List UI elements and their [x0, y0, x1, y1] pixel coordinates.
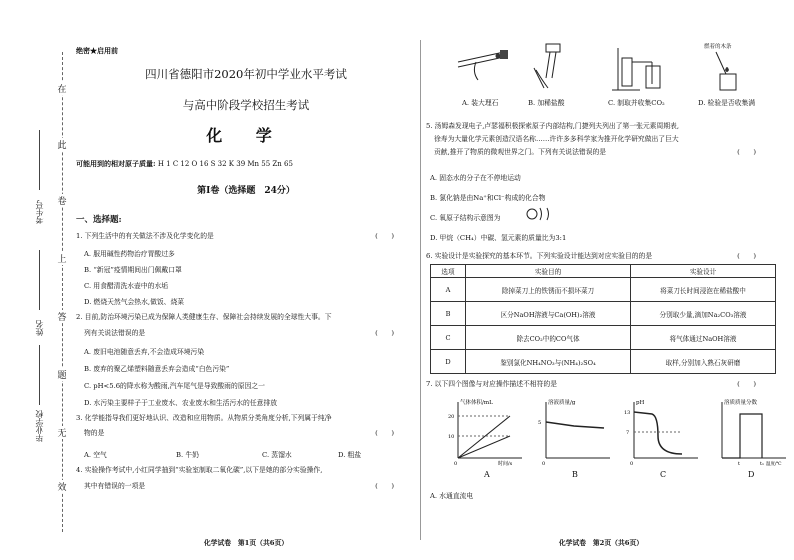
graph-tick: 10 — [448, 434, 455, 440]
table-header: 实验设计 — [631, 265, 776, 278]
option-d[interactable]: D. 甲烷（CH₄）中碳、氢元素的质量比为3:1 — [430, 234, 567, 242]
question-stem-cont: 其中有错误的一项是 — [84, 482, 146, 490]
graph-label-a[interactable]: A — [484, 470, 490, 479]
table-row[interactable] — [431, 350, 776, 374]
table-cell: 鉴别氯化NH₄NO₃与(NH₄)₂SO₄ — [466, 350, 631, 374]
graph-tick: 0 — [630, 461, 634, 467]
graph-line-1 — [546, 422, 604, 428]
question-stem: 4. 实验操作考试中,小红同学抽到“实验室制取二氧化碳”,以下是她的部分实验操作, — [76, 466, 323, 474]
table-cell: A — [431, 278, 466, 302]
binding-word: 此 — [57, 138, 67, 151]
field-exam-number-line[interactable] — [39, 130, 40, 190]
figure-b-add-acid — [526, 40, 576, 92]
graph-xlabel: 时间/s — [498, 461, 513, 467]
option-d[interactable]: D. 燃烧天然气会热水,做饭、烧菜 — [84, 298, 185, 306]
table-cell: 区分NaOH溶液与Ca(OH)₂溶液 — [466, 302, 631, 326]
exam-title-line-2: 与高中阶段学校招生考试 — [182, 98, 310, 112]
option-b[interactable]: B. “新冠”疫情期间出门佩戴口罩 — [84, 266, 182, 274]
binding-word: 卷 — [57, 194, 67, 207]
section-heading: 一、选择题: — [76, 215, 122, 225]
question-1 — [76, 232, 416, 241]
field-school-label: 毕业学校 — [35, 410, 44, 442]
question-5 — [426, 120, 776, 159]
table-row[interactable] — [431, 326, 776, 350]
field-name-label: 姓名 — [35, 320, 44, 336]
answer-bracket[interactable]: ( ) — [737, 380, 756, 388]
option-a[interactable]: A. 废旧电池随意丢弃,不会造成环境污染 — [84, 348, 205, 356]
option-d[interactable]: D. 水污染主要样子于工业废水、农业废水和生活污水的任意排放 — [84, 399, 278, 407]
graph-tick: 0 — [542, 461, 546, 467]
graph-tick: 20 — [448, 414, 455, 420]
table-cell: 取样,分别加入熟石灰研磨 — [631, 350, 776, 374]
question-7 — [426, 378, 776, 391]
option-a[interactable]: A. 水通直流电 — [430, 492, 474, 500]
volume-title: 第Ⅰ卷（选择题 24分） — [197, 186, 295, 196]
option-c[interactable]: C. 用食醋清洗水壶中的水垢 — [84, 282, 169, 290]
option-b[interactable]: B. 牛奶 — [176, 451, 199, 459]
table-cell: D — [431, 350, 466, 374]
figure-caption-d[interactable]: D. 检验是否收集满 — [698, 99, 756, 107]
answer-bracket[interactable]: ( ) — [375, 429, 394, 437]
graph-tick: 0 — [454, 461, 458, 467]
graph-label-d[interactable]: D — [748, 470, 755, 479]
graph-line-2 — [458, 436, 510, 458]
graph-tick: t₁ — [760, 461, 765, 467]
graph-ylabel: 溶液质量/g — [548, 400, 576, 406]
binding-word: 效 — [57, 480, 67, 493]
option-a[interactable]: A. 空气 — [84, 451, 107, 459]
question-3 — [76, 414, 416, 438]
option-d[interactable]: D. 粗盐 — [338, 451, 362, 459]
subject-title: 化 学 — [206, 126, 286, 145]
graph-a — [446, 396, 526, 468]
question-stem-cont: 徐寿为大量化学元素创造汉语名称……许许多多科学家为推开化学研究做出了巨大 — [434, 135, 679, 143]
exam-title-line-1: 四川省德阳市2020年初中学业水平考试 — [145, 67, 347, 81]
binding-word: 上 — [57, 252, 67, 265]
question-stem-cont: 贡献,推开了物质的微观世界之门。下列有关说法错误的是 — [434, 148, 607, 156]
graph-tick: t — [738, 461, 741, 467]
table-cell: 除掉菜刀上的铁锈而不损坏菜刀 — [466, 278, 631, 302]
binding-word: 题 — [57, 368, 67, 381]
graph-tick: 7 — [626, 430, 630, 436]
graph-tick: 13 — [624, 410, 631, 416]
table-header: 选项 — [431, 265, 466, 278]
binding-word: 在 — [57, 82, 67, 95]
table-row[interactable] — [431, 278, 776, 302]
answer-bracket[interactable]: ( ) — [375, 329, 394, 337]
graph-c — [622, 396, 702, 468]
field-school-line[interactable] — [39, 345, 40, 405]
question-stem: 5. 汤姆森发现电子,卢瑟福积极探索原子内部结构,门捷列夫列出了第一张元素周期表, — [426, 122, 680, 130]
option-b[interactable]: B. 氯化钠是由Na⁺和Cl⁻构成的化合物 — [430, 194, 546, 202]
binding-word: 无 — [57, 426, 67, 439]
match-stick-label: 燃着的木条 — [704, 44, 732, 50]
graph-b — [534, 396, 614, 468]
table-cell: C — [431, 326, 466, 350]
question-stem-cont: 物的是 — [84, 429, 105, 437]
option-c[interactable]: C. 蒸馏水 — [262, 451, 292, 459]
question-stem: 2. 目前,防治环境污染已成为保障人类健康生存、保障社会持续发展的全球性大事。下 — [76, 313, 332, 321]
figure-a-load-marble — [454, 40, 514, 92]
question-stem: 3. 化学能指导我们更好地认识、改造和应用物质。从物质分类角度分析,下列属于纯净 — [76, 414, 332, 422]
option-a[interactable]: A. 服用碱性药物治疗胃酸过多 — [84, 250, 175, 258]
option-b[interactable]: B. 废弃的聚乙烯塑料随意丢弃会造成“白色污染” — [84, 365, 230, 373]
atomic-masses — [76, 159, 416, 169]
question-6 — [426, 250, 776, 263]
question-stem-cont: 列有关说法错误的是 — [84, 329, 146, 337]
atomic-masses-label: 可能用到的相对原子质量: — [76, 159, 156, 168]
field-name-line[interactable] — [39, 250, 40, 310]
graph-label-b[interactable]: B — [572, 470, 578, 479]
binding-strip — [0, 30, 70, 540]
question-2 — [76, 313, 416, 338]
footer-page-1: 化学试卷 第1页（共6页） — [203, 539, 289, 547]
answer-bracket[interactable]: ( ) — [737, 252, 756, 260]
graph-line-1 — [458, 416, 510, 458]
figure-caption-c[interactable]: C. 制取并收集CO₂ — [608, 99, 665, 107]
table-cell: 将菜刀长时间浸泡在稀盐酸中 — [631, 278, 776, 302]
figure-c-collect-co2 — [604, 40, 674, 92]
option-a[interactable]: A. 固态水的分子在不停地运动 — [430, 174, 521, 182]
page-1-column — [76, 0, 416, 560]
atomic-masses-values: H 1 C 12 O 16 S 32 K 39 Mn 55 Zn 65 — [157, 160, 293, 168]
graph-ylabel: 溶质质量分数 — [724, 400, 758, 406]
column-divider — [420, 40, 421, 540]
graph-ylabel: pH — [636, 400, 645, 406]
answer-bracket[interactable]: ( ) — [375, 482, 394, 490]
question-stem: 7. 以下四个图像与对应操作描述不相符的是 — [426, 380, 557, 388]
graph-xlabel: 温度/℃ — [766, 462, 782, 467]
question-4 — [76, 466, 416, 491]
graph-d — [710, 396, 790, 468]
graph-label-c[interactable]: C — [660, 470, 667, 479]
oxygen-atom-diagram — [524, 206, 558, 222]
table-cell: B — [431, 302, 466, 326]
binding-word: 答 — [57, 310, 67, 323]
figure-caption-a[interactable]: A. 装大理石 — [462, 99, 499, 107]
secret-mark: 绝密★启用前 — [76, 46, 118, 55]
page-2-column — [426, 0, 782, 560]
graph-line-1 — [722, 414, 762, 458]
table-cell: 分别取少量,滴加Na₂CO₃溶液 — [631, 302, 776, 326]
graph-line-1 — [634, 412, 682, 454]
table-row[interactable] — [431, 302, 776, 326]
question-stem: 1. 下列生活中的有关做法不涉及化学变化的是 — [76, 232, 214, 240]
experiment-table — [430, 264, 776, 374]
answer-bracket[interactable]: ( ) — [375, 232, 394, 240]
binding-dashed-line — [62, 52, 63, 532]
answer-bracket[interactable]: ( ) — [737, 148, 756, 156]
table-cell: 除去CO₂中的CO气体 — [466, 326, 631, 350]
figure-caption-b[interactable]: B. 加稀盐酸 — [528, 99, 565, 107]
graph-ylabel: 气体体积/mL — [460, 400, 493, 406]
option-c[interactable]: C. 氧原子结构示意图为 — [430, 214, 501, 222]
table-cell: 将气体通过NaOH溶液 — [631, 326, 776, 350]
graph-tick: 5 — [538, 420, 542, 426]
field-exam-number-label: 考生号 — [35, 200, 44, 224]
option-c[interactable]: C. pH<5.6的降水称为酸雨,汽车尾气是导致酸雨的原因之一 — [84, 382, 265, 390]
footer-page-2: 化学试卷 第2页（共6页） — [558, 539, 644, 547]
table-header: 实验目的 — [466, 265, 631, 278]
question-stem: 6. 实验设计是实验探究的基本环节。下列实验设计能达到对应实验目的的是 — [426, 252, 653, 260]
